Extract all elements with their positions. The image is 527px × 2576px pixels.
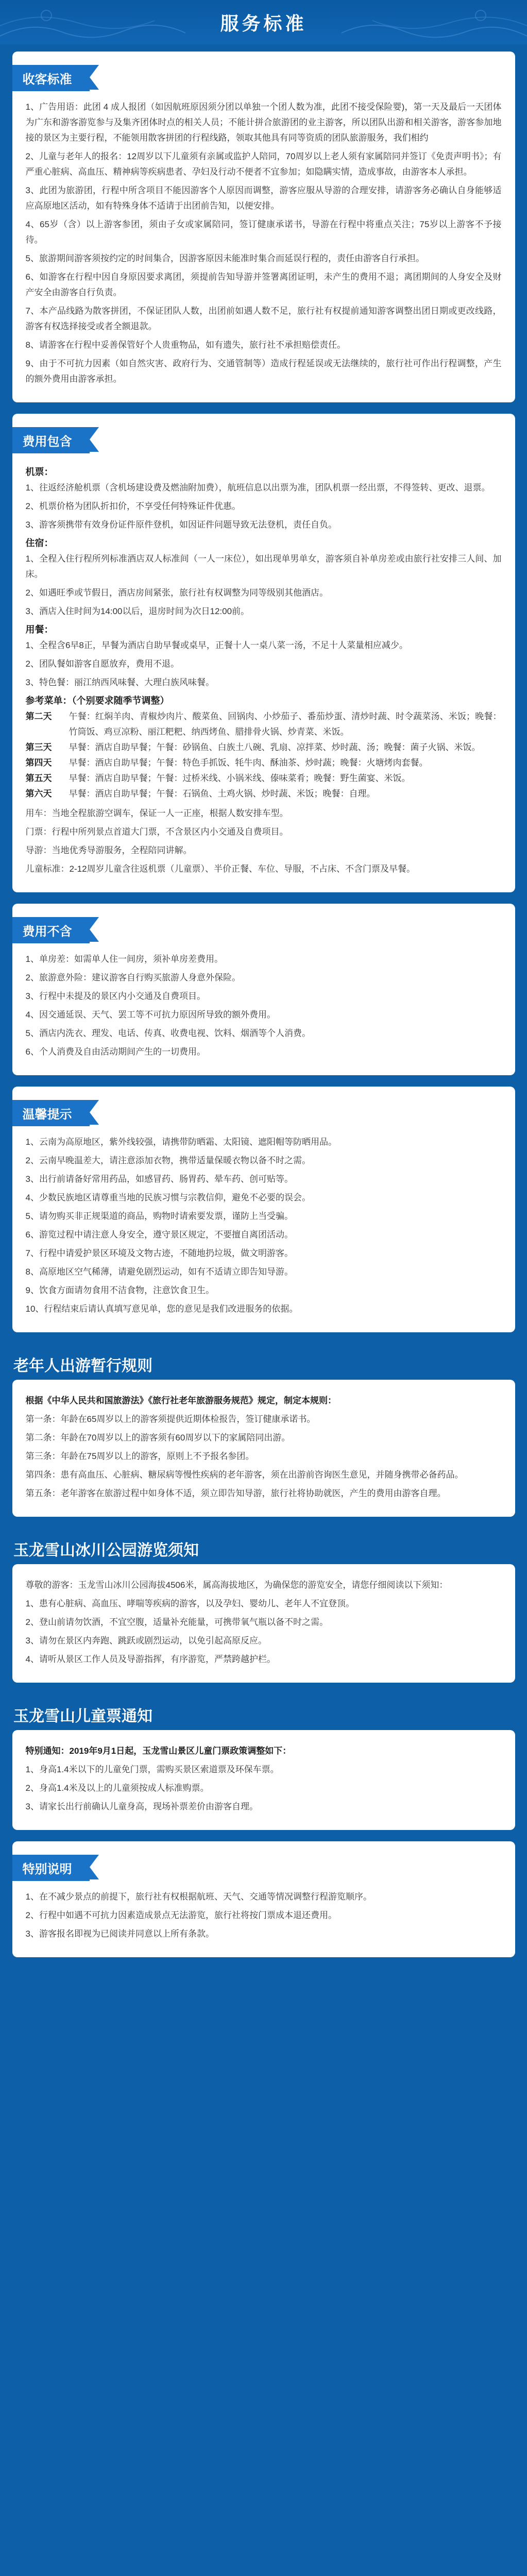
section-tag-excluded: 费用不含 <box>12 917 90 943</box>
elderly-para: 根据《中华人民共和国旅游法》《旅行社老年旅游服务规范》规定，制定本规则： <box>25 1396 336 1405</box>
included-more: 儿童标准：2-12周岁儿童含往返机票（儿童票）、半价正餐、车位、导服，不占床、不含门票及早餐。 <box>25 864 416 874</box>
tips-para: 5、请勿购买非正规渠道的商品，购物时请索要发票，谨防上当受骗。 <box>25 1211 293 1221</box>
child-ticket-para: 3、请家长出行前确认儿童身高，现场补票差价由游客自理。 <box>25 1802 258 1811</box>
meal-day: 第二天 <box>25 711 52 721</box>
snow-mountain-header <box>0 1528 527 1564</box>
excluded-para: 5、酒店内洗衣、理发、电话、传真、收费电视、饮料、烟酒等个人消费。 <box>25 1028 311 1038</box>
excluded-section <box>12 904 515 1075</box>
standard-para: 2、儿童与老年人的报名：12周岁以下儿童须有亲属或监护人陪同，70周岁以上老人须有家属陪同并签订《免责声明书》；有严重心脏病、高血压、精神病等疾病患者、孕妇及行动不便者不宜参加；如隐瞒实情，造成事故，由游客本人承担。 <box>25 151 502 177</box>
meal-text: 早餐：酒店自助早餐；午餐：石锅鱼、土鸡火锅、炒时蔬、米饭；晚餐：自理。 <box>69 789 376 799</box>
included-more: 用车：当地全程旅游空调车，保证一人一正座，根据人数安排车型。 <box>25 808 288 818</box>
included-para: 1、全程入住行程所列标准酒店双人标准间（一人一床位），如出现单男单女，游客须自补单房差或由旅行社安排三人间、加床。 <box>25 554 502 579</box>
meal-text: 早餐：酒店自助早餐；午餐：特色手抓饭、牦牛肉、酥油茶、炒时蔬；晚餐：火塘烤肉套餐。 <box>69 758 428 768</box>
included-group-head: 住宿： <box>25 538 54 548</box>
tips-para: 1、云南为高原地区，紫外线较强，请携带防晒霜、太阳镜、遮阳帽等防晒用品。 <box>25 1137 337 1147</box>
page-title: 服务标准 <box>220 13 307 34</box>
standard-para: 6、如游客在行程中因自身原因要求离团，须提前告知导游并签署离团证明，未产生的费用不退；离团期间的人身安全及财产安全由游客自行负责。 <box>25 272 502 297</box>
section-tag-special: 特别说明 <box>12 1855 90 1881</box>
snow-mountain-para: 2、登山前请勿饮酒，不宜空腹，适量补充能量，可携带氧气瓶以备不时之需。 <box>25 1617 328 1627</box>
tips-para: 8、高原地区空气稀薄，请避免剧烈运动，如有不适请立即告知导游。 <box>25 1267 293 1277</box>
included-para: 1、往返经济舱机票（含机场建设费及燃油附加费），航班信息以出票为准，团队机票一经出票，不得签转、更改、退票。 <box>25 483 490 493</box>
tips-para: 2、云南早晚温差大，请注意添加衣物，携带适量保暖衣物以备不时之需。 <box>25 1156 311 1165</box>
excluded-para: 1、单房差：如需单人住一间房，须补单房差费用。 <box>25 954 223 964</box>
meal-row <box>26 755 502 771</box>
standard-para: 5、旅游期间游客须按约定的时间集合，因游客原因未能准时集合而延误行程的，责任由游客自行承担。 <box>25 253 424 263</box>
elderly-para: 第五条：老年游客在旅游过程中如身体不适，须立即告知导游，旅行社将协助就医，产生的费用由游客自理。 <box>25 1488 446 1498</box>
section-tag-tips: 温馨提示 <box>12 1100 90 1126</box>
special-section <box>12 1841 515 1957</box>
meal-day: 第三天 <box>25 742 52 752</box>
included-para: 1、全程含6早8正，早餐为酒店自助早餐或桌早，正餐十人一桌八菜一汤，不足十人菜量相应减少。 <box>25 640 408 650</box>
section-tag-included: 费用包含 <box>12 427 90 453</box>
snow-mountain-para: 4、请听从景区工作人员及导游指挥，有序游览，严禁跨越护栏。 <box>25 1654 276 1664</box>
excluded-para: 6、个人消费及自由活动期间产生的一切费用。 <box>25 1047 206 1057</box>
section-tag-child-ticket: 玉龙雪山儿童票通知 <box>13 1708 152 1725</box>
section-tag-standard: 收客标准 <box>12 65 90 91</box>
elderly-para: 第二条：年龄在70周岁以上的游客须有60周岁以下的家属陪同出游。 <box>25 1433 291 1443</box>
elderly-header <box>0 1344 527 1380</box>
included-para: 2、机票价格为团队折扣价，不享受任何特殊证件优惠。 <box>25 501 241 511</box>
elderly-para: 第四条：患有高血压、心脏病、糖尿病等慢性疾病的老年游客，须在出游前咨询医生意见，并随身携带必备药品。 <box>25 1470 464 1480</box>
included-section <box>12 414 515 892</box>
tips-para: 6、游览过程中请注意人身安全，遵守景区规定，不要擅自离团活动。 <box>25 1230 293 1240</box>
tips-section <box>12 1087 515 1332</box>
special-para: 3、游客报名即视为已阅读并同意以上所有条款。 <box>25 1929 214 1939</box>
snow-mountain-para: 尊敬的游客：玉龙雪山冰川公园海拔4506米，属高海拔地区，为确保您的游览安全，请您仔细阅读以下须知： <box>25 1580 448 1590</box>
tips-para: 4、少数民族地区请尊重当地的民族习惯与宗教信仰，避免不必要的误会。 <box>25 1193 311 1202</box>
meal-text: 早餐：酒店自助早餐；午餐：过桥米线、小锅米线、傣味菜肴；晚餐：野生菌宴、米饭。 <box>69 773 411 783</box>
meal-row <box>26 786 502 802</box>
excluded-para: 3、行程中未提及的景区内小交通及自费项目。 <box>25 991 206 1001</box>
standard-para: 1、广告用语：此团 4 成人报团（如因航班原因须分团以单独一个团人数为准，此团不接受保险婴)，第一天及最后一天团体为广东和游客游览参与及集齐团体时点的相关人员；不能计拼合旅游团的业主游客，所以团队出游和相关游客，游客参加地接的景区为主要行程，不能领用散客拼团的行程线路，领取其他具有同等资质的团队旅游服务，我们相约 <box>25 102 502 143</box>
section-tag-snow-mountain: 玉龙雪山冰川公园游览须知 <box>13 1542 199 1559</box>
tips-para: 10、行程结束后请认真填写意见单，您的意见是我们改进服务的依据。 <box>25 1304 298 1314</box>
included-group-head: 机票： <box>25 467 54 477</box>
tips-para: 3、出行前请备好常用药品，如感冒药、肠胃药、晕车药、创可贴等。 <box>25 1174 293 1184</box>
elderly-para: 第三条：年龄在75周岁以上的游客，原则上不予报名参团。 <box>25 1451 254 1461</box>
included-more: 门票：行程中所列景点首道大门票，不含景区内小交通及自费项目。 <box>25 827 288 837</box>
meal-text: 早餐：酒店自助早餐；午餐：砂锅鱼、白族土八碗、乳扇、凉拌菜、炒时蔬、汤；晚餐：菌子火锅、米饭。 <box>69 742 481 752</box>
included-para: 2、如遇旺季或节假日，酒店房间紧张，旅行社有权调整为同等级别其他酒店。 <box>25 588 328 598</box>
meal-day: 第五天 <box>25 773 52 783</box>
included-para: 3、游客须携带有效身份证件原件登机，如因证件问题导致无法登机，责任自负。 <box>25 520 337 530</box>
snow-mountain-para: 3、请勿在景区内奔跑、跳跃或剧烈运动，以免引起高原反应。 <box>25 1636 267 1646</box>
meal-text: 午餐：红焖羊肉、青椒炒肉片、酸菜鱼、回锅肉、小炒茄子、番茄炒蛋、清炒时蔬、时令蔬菜汤、米饭；晚餐：竹筒饭、鸡豆凉粉、丽江粑粑、纳西烤鱼、腊排骨火锅、炒青菜、米饭。 <box>69 711 502 737</box>
elderly-section <box>12 1380 515 1517</box>
page-banner <box>0 0 527 44</box>
meal-row <box>26 740 502 755</box>
standard-section <box>12 52 515 402</box>
included-group-head: 用餐： <box>25 624 54 635</box>
snow-mountain-section <box>12 1564 515 1683</box>
included-para: 2、团队餐如游客自愿放弃，费用不退。 <box>25 659 179 669</box>
standard-para: 9、由于不可抗力因素（如自然灾害、政府行为、交通管制等）造成行程延误或无法继续的，旅行社可作出行程调整，产生的额外费用由游客承担。 <box>25 359 502 384</box>
standard-para: 4、65岁（含）以上游客参团，须由子女或家属陪同，签订健康承诺书，导游在行程中将重点关注；75岁以上游客不予接待。 <box>25 219 502 245</box>
included-more: 导游：当地优秀导游服务，全程陪同讲解。 <box>25 845 192 855</box>
meal-day: 第四天 <box>25 758 52 768</box>
section-tag-elderly: 老年人出游暂行规则 <box>13 1358 152 1375</box>
meal-row <box>26 709 502 740</box>
child-ticket-para: 特别通知：2019年9月1日起，玉龙雪山景区儿童门票政策调整如下： <box>25 1746 292 1756</box>
standard-para: 3、此团为旅游团，行程中所含项目不能因游客个人原因而调整，游客应服从导游的合理安排，请游客务必确认自身能够适应高原地区活动，如有特殊身体不适请于出团前告知，以便安排。 <box>25 185 502 211</box>
meal-menu-head: 参考菜单：（个别要求随季节调整） <box>25 696 169 706</box>
special-para: 1、在不减少景点的前提下，旅行社有权根据航班、天气、交通等情况调整行程游览顺序。 <box>25 1892 372 1902</box>
meal-day: 第六天 <box>25 789 52 799</box>
excluded-para: 4、因交通延误、天气、罢工等不可抗力原因所导致的额外费用。 <box>25 1010 276 1020</box>
standard-para: 8、请游客在行程中妥善保管好个人贵重物品，如有遗失，旅行社不承担赔偿责任。 <box>25 340 346 350</box>
child-ticket-header <box>0 1694 527 1730</box>
included-para: 3、酒店入住时间为14:00以后，退房时间为次日12:00前。 <box>25 606 250 616</box>
child-ticket-section <box>12 1730 515 1830</box>
tips-para: 7、行程中请爱护景区环境及文物古迹，不随地扔垃圾，做文明游客。 <box>25 1248 293 1258</box>
snow-mountain-para: 1、患有心脏病、高血压、哮喘等疾病的游客，以及孕妇、婴幼儿、老年人不宜登顶。 <box>25 1599 354 1608</box>
included-para: 3、特色餐：丽江纳西风味餐、大理白族风味餐。 <box>25 677 214 687</box>
child-ticket-para: 2、身高1.4米及以上的儿童须按成人标准购票。 <box>25 1783 209 1793</box>
meal-row <box>26 771 502 786</box>
tips-para: 9、饮食方面请勿食用不洁食物，注意饮食卫生。 <box>25 1285 214 1295</box>
elderly-para: 第一条：年龄在65周岁以上的游客须提供近期体检报告，签订健康承诺书。 <box>25 1414 316 1424</box>
child-ticket-para: 1、身高1.4米以下的儿童免门票，需购买景区索道票及环保车票。 <box>25 1765 279 1774</box>
excluded-para: 2、旅游意外险：建议游客自行购买旅游人身意外保险。 <box>25 973 241 982</box>
standard-para: 7、本产品线路为散客拼团，不保证团队人数，出团前如遇人数不足，旅行社有权提前通知游客调整出团日期或更改线路，游客有权选择接受或者全额退款。 <box>25 306 502 331</box>
special-para: 2、行程中如遇不可抗力因素造成景点无法游览，旅行社将按门票成本退还费用。 <box>25 1910 337 1920</box>
